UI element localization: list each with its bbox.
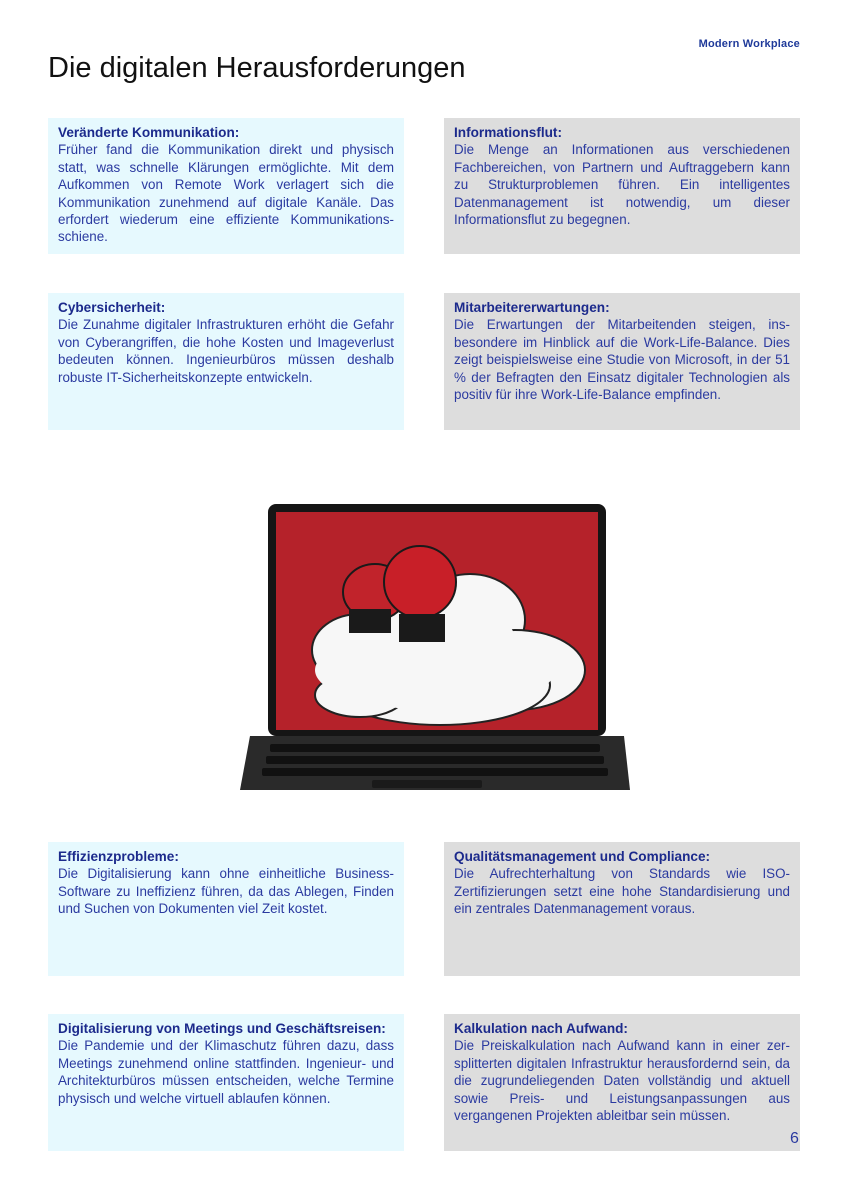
box-kalkulation-nach-aufwand	[444, 1014, 800, 1151]
box-cybersicherheit	[48, 293, 404, 430]
box-heading: Veränderte Kommunikation:	[58, 125, 240, 140]
box-text: Früher fand die Kommunikation direkt und physisch statt, was schnelle Klärungen ermöglichte. Mit dem Aufkommen von Remote Work verlagert sich die Kommunikation zunehmend auf digitale Kanäle. Das erfordert wiederum eine effiziente Kommunikationsschiene.	[58, 142, 394, 245]
box-veraenderte-kommunikation	[48, 118, 404, 254]
page-number: 6	[790, 1130, 799, 1147]
box-heading: Qualitätsmanagement und Compliance:	[454, 849, 711, 864]
page-title: Die digitalen Herausforderungen	[48, 52, 466, 84]
box-mitarbeitererwartungen	[444, 293, 800, 430]
brand-label: Modern Workplace	[698, 38, 800, 50]
box-heading: Digitalisierung von Meetings und Geschäftsreisen:	[58, 1021, 386, 1036]
box-informationsflut	[444, 118, 800, 254]
box-text: Die Pandemie und der Klimaschutz führen dazu, dass Meetings zunehmend online stattfinden. Ingenieur- und Architekturbüros müssen entscheiden, welche Termine physisch und welche virtuell ablaufen können.	[58, 1038, 394, 1106]
box-digitalisierung-meetings	[48, 1014, 404, 1151]
box-heading: Mitarbeitererwartungen:	[454, 300, 610, 315]
box-text: Die Erwartungen der Mitarbeitenden steigen, ins-besondere im Hinblick auf die Work-Life-Balance. Dies zeigt beispielsweise eine Studie von Microsoft, in der 51 % der Befragten den Einsatz digitaler Technologien als positiv für ihre Work-Life-Balance empfinden.	[454, 317, 790, 403]
box-heading: Kalkulation nach Aufwand:	[454, 1021, 628, 1036]
box-effizienzprobleme	[48, 842, 404, 976]
box-qualitaetsmanagement	[444, 842, 800, 976]
laptop-image	[230, 500, 630, 800]
box-heading: Cybersicherheit:	[58, 300, 166, 315]
box-heading: Effizienzprobleme:	[58, 849, 179, 864]
laptop-boxing-cloud-icon	[230, 500, 630, 800]
box-text: Die Digitalisierung kann ohne einheitliche Business-Software zu Ineffizienz führen, da das Ablegen, Finden und Suchen von Dokumenten viel Zeit kostet.	[58, 866, 394, 917]
box-text: Die Menge an Informationen aus verschiedenen Fachbereichen, von Partnern und Auftraggebern kann zu Strukturproblemen führen. Ein intelligentes Datenmanagement ist notwendig, um dieser Informationsflut zu begegnen.	[454, 142, 790, 228]
box-text: Die Aufrechterhaltung von Standards wie ISO-Zertifizierungen setzt eine hohe Standardisierung und ein zentrales Datenmanagement voraus.	[454, 866, 790, 917]
box-text: Die Zunahme digitaler Infrastrukturen erhöht die Gefahr von Cyberangriffen, die hohe Kosten und Imageverlust bedeuten können. Ingenieurbüros müssen deshalb robuste IT-Sicherheitskonzepte entwickeln.	[58, 317, 394, 385]
box-text: Die Preiskalkulation nach Aufwand kann in einer zersplitterten digitalen Infrastruktur herausfordernd sein, da die zugrundeliegenden Daten vollständig und aktuell sowie Preis- und Leistungsanpassungen aus vergangenen Projekten ableitbar sein müssen.	[454, 1038, 790, 1124]
box-heading: Informationsflut:	[454, 125, 562, 140]
